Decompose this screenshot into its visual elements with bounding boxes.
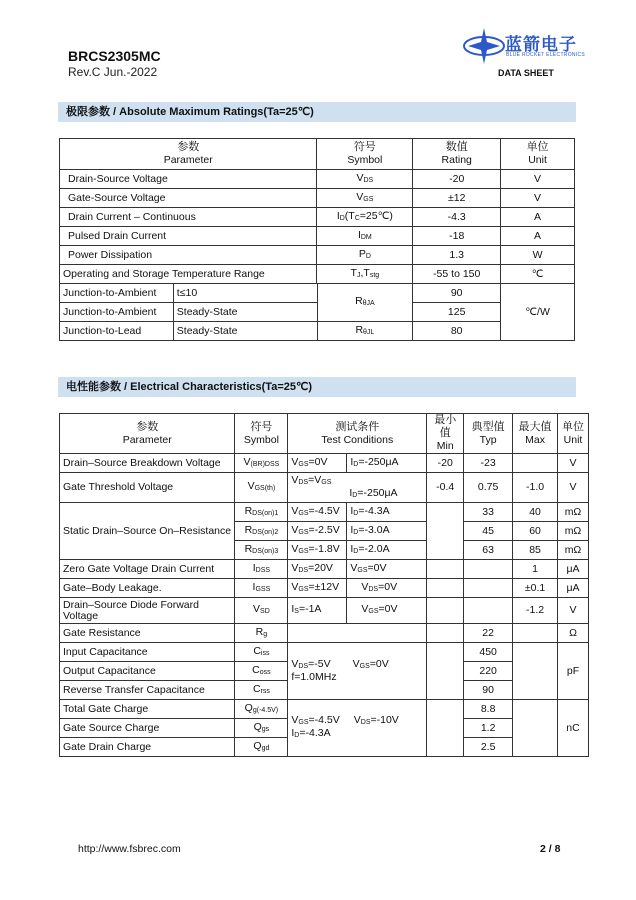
table-row: Input Capacitance Ciss VDS=-5V VGS=0V f=1.0MHz 450 pF xyxy=(60,643,589,662)
absolute-max-table xyxy=(59,138,575,284)
symbol-cell: RθJA xyxy=(317,284,413,322)
param-cell: Drain-Source Voltage xyxy=(60,170,317,189)
rating-cell: 125 xyxy=(413,303,501,322)
table-row: Total Gate Charge Qg(-4.5V) VGS=-4.5V VDS=-10V ID=-4.3A 8.8 nC xyxy=(60,700,589,719)
table-row xyxy=(60,265,575,284)
unit-cell: ℃ xyxy=(501,265,575,284)
table-row: Gate Source Charge Qgs 1.2 xyxy=(60,719,589,738)
param-cell: Power Dissipation xyxy=(60,246,317,265)
symbol-cell: VDS xyxy=(317,170,413,189)
thermal-table xyxy=(59,283,575,341)
cond-cell: t≤10 xyxy=(173,284,317,303)
rating-cell: 80 xyxy=(413,322,501,341)
unit-cell: A xyxy=(501,208,575,227)
table-header xyxy=(60,139,575,170)
symbol-cell: ID(TC=25℃) xyxy=(317,208,413,227)
section-title-absolute-max: 极限参数 / Absolute Maximum Ratings(Ta=25℃) xyxy=(58,102,576,122)
table-row xyxy=(60,246,575,265)
table-row: Drain–Source Diode Forward Voltage VSD IS=-1A VGS=0V -1.2 V xyxy=(60,598,589,624)
param-cell: Operating and Storage Temperature Range xyxy=(60,265,317,284)
cond-cell: Steady-State xyxy=(173,303,317,322)
hdr-param-cn: 参数 xyxy=(177,141,200,153)
table-row: Static Drain–Source On–Resistance RDS(on)1 VGS=-4.5V ID=-4.3A 33 40 mΩ xyxy=(60,503,589,522)
table-row xyxy=(60,284,575,303)
unit-cell: V xyxy=(501,189,575,208)
unit-cell: W xyxy=(501,246,575,265)
symbol-cell: TJ,Tstg xyxy=(317,265,413,284)
electrical-table xyxy=(59,413,589,757)
unit-cell: ℃/W xyxy=(501,284,575,341)
table-row: Output Capacitance Coss 220 xyxy=(60,662,589,681)
rating-cell: -4.3 xyxy=(413,208,501,227)
rating-cell: 90 xyxy=(413,284,501,303)
rating-cell: 1.3 xyxy=(413,246,501,265)
table-row xyxy=(60,189,575,208)
table-row: Drain–Source Breakdown Voltage V(BR)DSS VGS=0V ID=-250μA -20 -23 V xyxy=(60,454,589,473)
rating-cell: -20 xyxy=(413,170,501,189)
table-row xyxy=(60,227,575,246)
table-row: Gate Resistance Rg 22 Ω xyxy=(60,624,589,643)
hdr-val-en: Rating xyxy=(441,154,472,166)
param-cell: Junction-to-Ambient xyxy=(60,284,174,303)
symbol-cell: PD xyxy=(317,246,413,265)
param-cell: Gate-Source Voltage xyxy=(60,189,317,208)
rating-cell: -55 to 150 xyxy=(413,265,501,284)
doc-type: DATA SHEET xyxy=(498,68,554,78)
revision: Rev.C Jun.-2022 xyxy=(68,65,158,79)
table-row xyxy=(60,322,575,341)
param-cell: Junction-to-Ambient xyxy=(60,303,174,322)
table-row xyxy=(60,208,575,227)
symbol-cell: IDM xyxy=(317,227,413,246)
footer-url[interactable]: http://www.fsbrec.com xyxy=(78,843,181,855)
hdr-sym-en: Symbol xyxy=(347,154,383,166)
rating-cell: -18 xyxy=(413,227,501,246)
table-row: RDS(on)3 VGS=-1.8V ID=-2.0A 63 85 mΩ xyxy=(60,541,589,560)
cond-cell: Steady-State xyxy=(173,322,317,341)
symbol-cell: VGS xyxy=(317,189,413,208)
table-header: 参数 Parameter 符号 Symbol 测试条件 Test Conditions 最小值 Min 典型值 Typ 最大值 Max 单位 Unit xyxy=(60,414,589,454)
page-number: 2 / 8 xyxy=(540,843,561,855)
table-row xyxy=(60,170,575,189)
unit-cell: A xyxy=(501,227,575,246)
symbol-cell: RθJL xyxy=(317,322,413,341)
param-cell: Drain Current – Continuous xyxy=(60,208,317,227)
hdr-unit-en: Unit xyxy=(528,154,547,166)
unit-cell: V xyxy=(501,170,575,189)
logo-subtext: BLUE ROCKET ELECTRONICS xyxy=(506,52,586,58)
hdr-sym-cn: 符号 xyxy=(353,141,376,153)
table-row: Zero Gate Voltage Drain Current IDSS VDS=20V VGS=0V 1 μA xyxy=(60,560,589,579)
logo-text: 蓝箭电子 xyxy=(505,35,577,54)
table-row: RDS(on)2 VGS=-2.5V ID=-3.0A 45 60 mΩ xyxy=(60,522,589,541)
part-number: BRCS2305MC xyxy=(68,48,161,64)
table-row: Gate Drain Charge Qgd 2.5 xyxy=(60,738,589,757)
hdr-param-en: Parameter xyxy=(163,154,213,166)
param-cell: Junction-to-Lead xyxy=(60,322,174,341)
hdr-val-cn: 数值 xyxy=(445,141,468,153)
table-row: Gate–Body Leakage. IGSS VGS=±12V VDS=0V ±0.1 μA xyxy=(60,579,589,598)
rating-cell: ±12 xyxy=(413,189,501,208)
param-cell: Pulsed Drain Current xyxy=(60,227,317,246)
table-row: Gate Threshold Voltage VGS(th) VDS=VGS ID=-250μA -0.4 0.75 -1.0 V xyxy=(60,473,589,503)
table-row: Reverse Transfer Capacitance Crss 90 xyxy=(60,681,589,700)
section-title-electrical: 电性能参数 / Electrical Characteristics(Ta=25℃) xyxy=(58,377,576,397)
hdr-unit-cn: 单位 xyxy=(526,141,549,153)
